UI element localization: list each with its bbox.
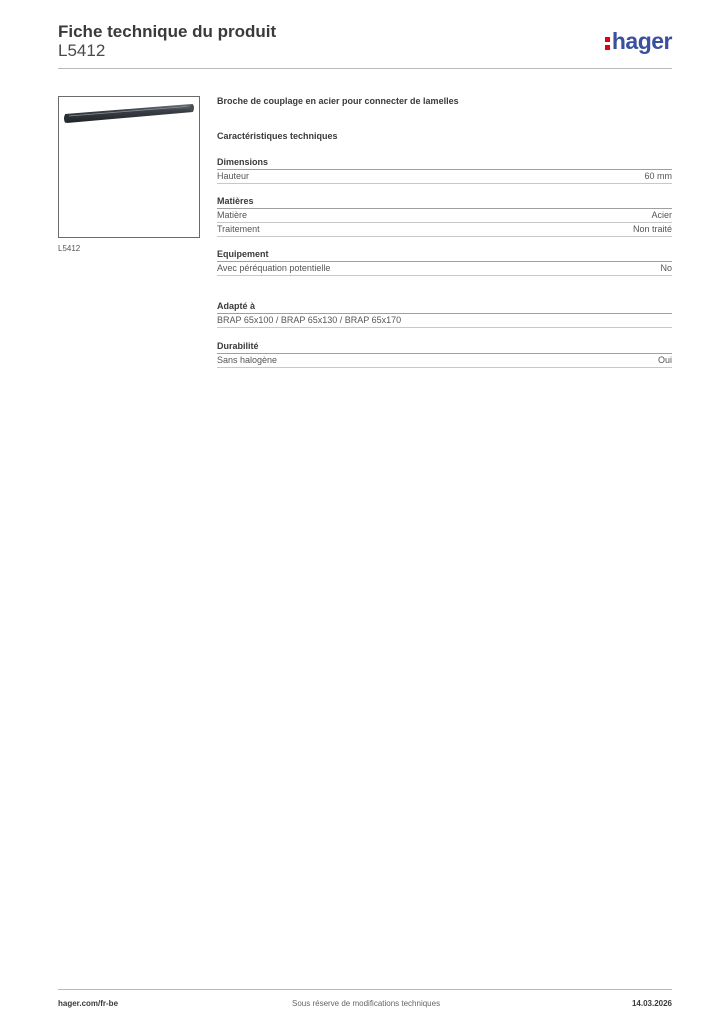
spec-value: Acier [651, 210, 672, 220]
section-dimensions [217, 156, 672, 184]
section-title: Durabilité [217, 340, 672, 354]
section-title: Dimensions [217, 156, 672, 170]
product-reference: L5412 [58, 41, 106, 60]
section-compatibility [217, 300, 672, 328]
footer-date: 14.03.2026 [631, 999, 672, 1008]
coupling-rod-image [59, 97, 199, 237]
header-divider [58, 68, 672, 69]
hager-logo [605, 28, 672, 54]
footer-divider [58, 989, 672, 990]
spec-row [217, 209, 672, 223]
spec-row [217, 354, 672, 368]
section-equipment [217, 248, 672, 276]
spec-row [217, 314, 672, 328]
footer-notice: Sous réserve de modifications techniques [292, 999, 441, 1008]
section-materials [217, 195, 672, 237]
spec-value: Non traité [632, 224, 672, 234]
spec-row [217, 262, 672, 276]
footer-website: hager.com/fr-be [58, 999, 119, 1008]
logo-dots-icon [605, 35, 610, 51]
spec-row [217, 170, 672, 184]
section-title: Matières [217, 195, 672, 209]
spec-value: 60 mm [644, 171, 672, 181]
spec-label: Hauteur [217, 171, 250, 181]
section-title: Adapté à [217, 300, 672, 314]
section-title: Equipement [217, 248, 672, 262]
product-image [58, 96, 200, 238]
characteristics-heading: Caractéristiques techniques [217, 131, 338, 141]
logo-text: hager [611, 28, 672, 54]
image-caption: L5412 [58, 244, 81, 253]
spec-label: Sans halogène [217, 355, 278, 365]
product-description: Broche de couplage en acier pour connecter de lamelles [217, 96, 459, 106]
spec-value: No [660, 263, 672, 273]
spec-label: BRAP 65x100 / BRAP 65x130 / BRAP 65x170 [217, 315, 402, 325]
page-header [58, 20, 672, 68]
spec-value: Oui [657, 355, 672, 365]
spec-row [217, 223, 672, 237]
spec-label: Avec péréquation potentielle [217, 263, 331, 273]
section-durability [217, 340, 672, 368]
document-title: Fiche technique du produit [58, 22, 277, 41]
spec-label: Traitement [217, 224, 260, 234]
spec-label: Matière [217, 210, 248, 220]
